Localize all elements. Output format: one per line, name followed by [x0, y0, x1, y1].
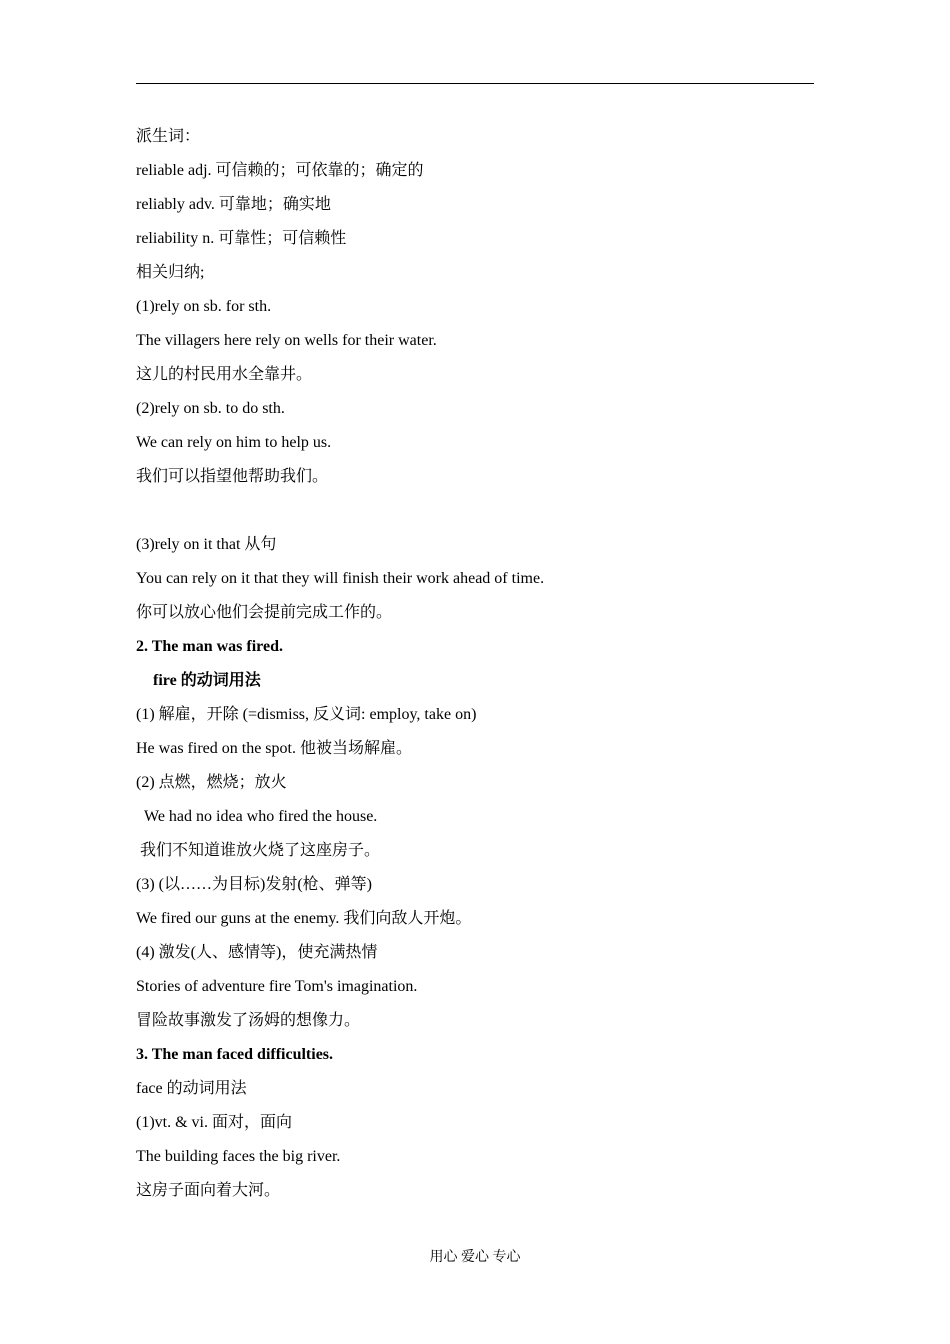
text-line: You can rely on it that they will finish their work ahead of time. — [136, 570, 545, 587]
document-body — [136, 120, 814, 1208]
text-line: We can rely on him to help us. — [136, 434, 332, 451]
text-line: (1)vt. & vi. 面对，面向 — [136, 1114, 292, 1131]
text-line: 你可以放心他们会提前完成工作的。 — [136, 604, 393, 621]
text-line: (1)rely on sb. for sth. — [136, 298, 272, 315]
section-heading: 2. The man was fired. — [136, 638, 283, 655]
text-line: reliability n. 可靠性；可信赖性 — [136, 230, 347, 247]
text-line: 我们不知道谁放火烧了这座房子。 — [140, 842, 381, 859]
text-line: He was fired on the spot. 他被当场解雇。 — [136, 740, 412, 757]
text-line: 相关归纳; — [136, 264, 205, 281]
text-line: (2)rely on sb. to do sth. — [136, 400, 285, 417]
text-line: 派生词： — [136, 128, 201, 145]
blank-line — [136, 494, 814, 528]
text-line: (2) 点燃，燃烧；放火 — [136, 774, 287, 791]
text-line: 冒险故事激发了汤姆的想像力。 — [136, 1012, 361, 1029]
text-line: (3) (以……为目标)发射(枪、弹等) — [136, 876, 372, 893]
text-line: The villagers here rely on wells for their water. — [136, 332, 437, 349]
text-line: We had no idea who fired the house. — [144, 808, 378, 825]
page-footer: 用心 爱心 专心 — [429, 1250, 521, 1265]
subheading: fire 的动词用法 — [153, 672, 261, 689]
header-rule — [136, 83, 814, 84]
text-line: (1) 解雇，开除 (=dismiss, 反义词: employ, take on) — [136, 706, 477, 723]
text-line: We fired our guns at the enemy. 我们向敌人开炮。 — [136, 910, 472, 927]
text-line: reliably adv. 可靠地；确实地 — [136, 196, 331, 213]
section-heading: 3. The man faced difficulties. — [136, 1046, 334, 1063]
text-line: face 的动词用法 — [136, 1080, 247, 1097]
text-line: Stories of adventure fire Tom's imagination. — [136, 978, 418, 995]
text-line: 我们可以指望他帮助我们。 — [136, 468, 329, 485]
text-line: (4) 激发(人、感情等)，使充满热情 — [136, 944, 378, 961]
text-line: reliable adj. 可信赖的；可依靠的；确定的 — [136, 162, 424, 179]
text-line: 这儿的村民用水全靠井。 — [136, 366, 313, 383]
text-line: (3)rely on it that 从句 — [136, 536, 277, 553]
text-line: The building faces the big river. — [136, 1148, 341, 1165]
text-line: 这房子面向着大河。 — [136, 1182, 281, 1199]
